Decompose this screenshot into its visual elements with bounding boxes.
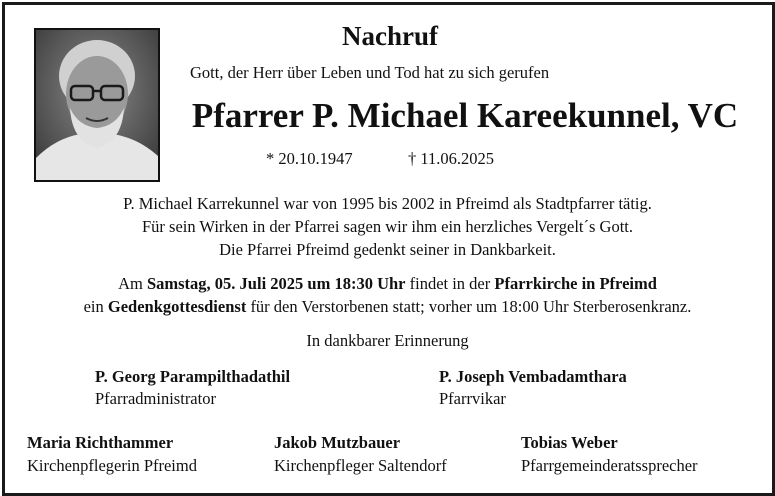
signatory-name: Maria Richthammer bbox=[27, 433, 174, 452]
signatory-name: Jakob Mutzbauer bbox=[274, 433, 401, 452]
service-line-1 bbox=[0, 274, 775, 294]
service-text: für den Verstorbenen statt; vorher um 18:00 Uhr Sterberosenkranz. bbox=[246, 297, 692, 316]
deceased-name: Pfarrer P. Michael Kareekunnel, VC bbox=[191, 96, 739, 135]
service-text: ein bbox=[83, 297, 108, 316]
signatory-role: Kirchenpflegerin Pfreimd bbox=[27, 456, 197, 475]
service-line-2 bbox=[0, 297, 775, 317]
service-type: Gedenkgottesdienst bbox=[107, 297, 247, 316]
heading: Nachruf bbox=[342, 21, 438, 51]
signatory-role: Pfarrgemeinderatssprecher bbox=[521, 456, 698, 475]
subheading: Gott, der Herr über Leben und Tod hat zu sich gerufen bbox=[190, 63, 550, 82]
death-date: † 11.06.2025 bbox=[408, 149, 495, 168]
signatory-name: Tobias Weber bbox=[521, 433, 618, 452]
service-date-time: Samstag, 05. Juli 2025 um 18:30 Uhr bbox=[146, 274, 406, 293]
service-text: Am bbox=[118, 274, 147, 293]
signatory-name: P. Joseph Vembadamthara bbox=[439, 367, 627, 386]
signatory-role: Pfarradministrator bbox=[95, 389, 216, 408]
closing-phrase: In dankbarer Erinnerung bbox=[306, 331, 469, 350]
signatory-role: Pfarrvikar bbox=[439, 389, 506, 408]
tribute-line: Für sein Wirken in der Pfarrei sagen wir ihm ein herzliches Vergelt´s Gott. bbox=[141, 217, 633, 236]
tribute-line: P. Michael Karrekunnel war von 1995 bis 2002 in Pfreimd als Stadtpfarrer tätig. bbox=[123, 194, 652, 213]
service-location: Pfarrkirche in Pfreimd bbox=[494, 274, 657, 293]
birth-date: * 20.10.1947 bbox=[266, 149, 353, 168]
service-text: findet in der bbox=[405, 274, 495, 293]
signatory-name: P. Georg Parampilthadathil bbox=[95, 367, 291, 386]
tribute-line: Die Pfarrei Pfreimd gedenkt seiner in Dankbarkeit. bbox=[219, 240, 556, 259]
signatory-role: Kirchenpfleger Saltendorf bbox=[274, 456, 447, 475]
